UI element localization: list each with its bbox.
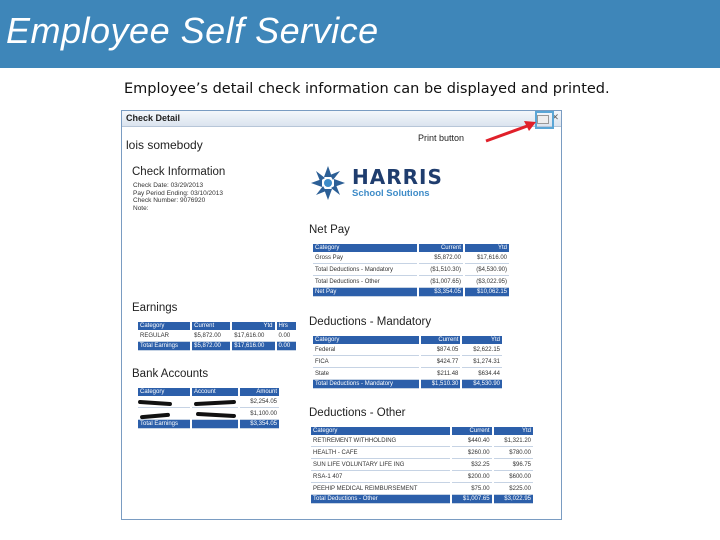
banner-title: Employee Self Service <box>6 10 379 51</box>
check-number: Check Number: 9076920 <box>133 197 206 204</box>
col-ytd: Ytd <box>462 336 502 344</box>
logo-tagline: School Solutions <box>352 188 430 199</box>
cell: Total Deductions - Mandatory <box>313 380 419 389</box>
table-row <box>138 330 296 342</box>
banner <box>0 0 720 68</box>
cell: Total Deductions - Mandatory <box>313 264 417 276</box>
close-icon[interactable]: ✕ <box>551 112 559 122</box>
bank-accounts-heading: Bank Accounts <box>132 368 209 380</box>
col-account: Account <box>192 388 238 396</box>
cell: $1,100.00 <box>240 408 279 420</box>
cell: Total Earnings <box>138 342 190 351</box>
table-row <box>313 356 502 368</box>
cell: ($3,022.95) <box>465 276 509 288</box>
table-row <box>313 252 509 264</box>
check-info-heading: Check Information <box>132 166 226 178</box>
table-row <box>311 471 533 483</box>
cell: $2,622.15 <box>462 344 502 356</box>
deductions-other-heading: Deductions - Other <box>309 407 406 419</box>
deductions-mandatory-table <box>311 336 504 389</box>
table-total-row <box>313 380 502 389</box>
harris-logo <box>308 163 468 203</box>
cell: $440.40 <box>452 435 491 447</box>
col-current: Current <box>192 322 230 330</box>
col-ytd: Ytd <box>232 322 274 330</box>
cell: $1,510.30 <box>421 380 461 389</box>
cell: $4,530.90 <box>462 380 502 389</box>
col-amount: Amount <box>240 388 279 396</box>
cell: $32.25 <box>452 459 491 471</box>
cell: $17,616.00 <box>232 330 274 342</box>
deductions-mandatory-heading: Deductions - Mandatory <box>309 316 432 328</box>
cell: $3,354.05 <box>240 420 279 429</box>
col-current: Current <box>421 336 461 344</box>
window-title: Check Detail <box>126 113 181 123</box>
bank-accounts-table <box>136 388 281 429</box>
table-total-row <box>138 420 279 429</box>
cell: $600.00 <box>494 471 533 483</box>
cell: HEALTH - CAFE <box>311 447 450 459</box>
cell: $1,321.20 <box>494 435 533 447</box>
check-detail-window <box>121 110 562 520</box>
cell: $3,354.05 <box>419 288 463 297</box>
cell: RETIREMENT WITHHOLDING <box>311 435 450 447</box>
cell: $225.00 <box>494 483 533 495</box>
col-ytd: Ytd <box>494 427 533 435</box>
table-total-row <box>313 288 509 297</box>
table-row <box>313 368 502 380</box>
table-row <box>311 483 533 495</box>
deductions-other-table <box>309 427 535 504</box>
table-row <box>313 344 502 356</box>
col-current: Current <box>452 427 491 435</box>
check-info-lines <box>133 182 223 212</box>
cell: $5,872.00 <box>419 252 463 264</box>
cell: REGULAR <box>138 330 190 342</box>
table-row <box>313 276 509 288</box>
cell: $75.00 <box>452 483 491 495</box>
cell: $17,616.00 <box>232 342 274 351</box>
cell <box>192 420 238 429</box>
cell: $2,254.05 <box>240 396 279 408</box>
table-row <box>311 447 533 459</box>
col-ytd: Ytd <box>465 244 509 252</box>
cell: Federal <box>313 344 419 356</box>
harris-logo-icon <box>308 163 348 203</box>
col-category: Category <box>313 244 417 252</box>
col-category: Category <box>138 322 190 330</box>
cell: Total Deductions - Other <box>311 495 450 504</box>
cell: Total Deductions - Other <box>313 276 417 288</box>
check-note: Note: <box>133 204 149 212</box>
col-current: Current <box>419 244 463 252</box>
cell: $3,022.95 <box>494 495 533 504</box>
table-total-row <box>138 342 296 351</box>
cell: $17,616.00 <box>465 252 509 264</box>
cell: Gross Pay <box>313 252 417 264</box>
slide-subtitle: Employee’s detail check information can be displayed and printed. <box>124 81 610 97</box>
cell: FICA <box>313 356 419 368</box>
cell: Net Pay <box>313 288 417 297</box>
cell: $874.05 <box>421 344 461 356</box>
cell: State <box>313 368 419 380</box>
cell: $5,872.00 <box>192 330 230 342</box>
cell: 0.00 <box>277 330 296 342</box>
cell: 0.00 <box>277 342 296 351</box>
cell: $780.00 <box>494 447 533 459</box>
cell: ($1,510.30) <box>419 264 463 276</box>
cell: $200.00 <box>452 471 491 483</box>
cell: PEEHIP MEDICAL REIMBURSEMENT <box>311 483 450 495</box>
table-total-row <box>311 495 533 504</box>
cell: $1,274.31 <box>462 356 502 368</box>
col-category: Category <box>138 388 190 396</box>
cell: SUN LIFE VOLUNTARY LIFE ING <box>311 459 450 471</box>
cell: $211.48 <box>421 368 461 380</box>
cell: $10,062.15 <box>465 288 509 297</box>
col-category: Category <box>311 427 450 435</box>
red-arrow-icon <box>484 114 544 144</box>
logo-wordmark: HARRIS <box>352 165 443 189</box>
employee-name: lois somebody <box>126 138 203 152</box>
col-hrs: Hrs <box>277 322 296 330</box>
pay-period-ending: Pay Period Ending: 03/10/2013 <box>133 189 223 197</box>
cell: Total Earnings <box>138 420 190 429</box>
check-date: Check Date: 03/29/2013 <box>133 182 204 189</box>
cell: RSA-1 407 <box>311 471 450 483</box>
net-pay-table <box>311 244 511 297</box>
cell: ($4,530.90) <box>465 264 509 276</box>
col-category: Category <box>313 336 419 344</box>
cell: $1,007.65 <box>452 495 491 504</box>
cell: ($1,007.65) <box>419 276 463 288</box>
cell: $5,872.00 <box>192 342 230 351</box>
table-row <box>313 264 509 276</box>
cell: $634.44 <box>462 368 502 380</box>
net-pay-heading: Net Pay <box>309 224 350 236</box>
cell: $424.77 <box>421 356 461 368</box>
earnings-table <box>136 322 298 351</box>
earnings-heading: Earnings <box>132 302 178 314</box>
cell: $260.00 <box>452 447 491 459</box>
table-row <box>311 435 533 447</box>
print-button-callout: Print button <box>418 133 465 143</box>
table-row <box>311 459 533 471</box>
cell: $96.75 <box>494 459 533 471</box>
